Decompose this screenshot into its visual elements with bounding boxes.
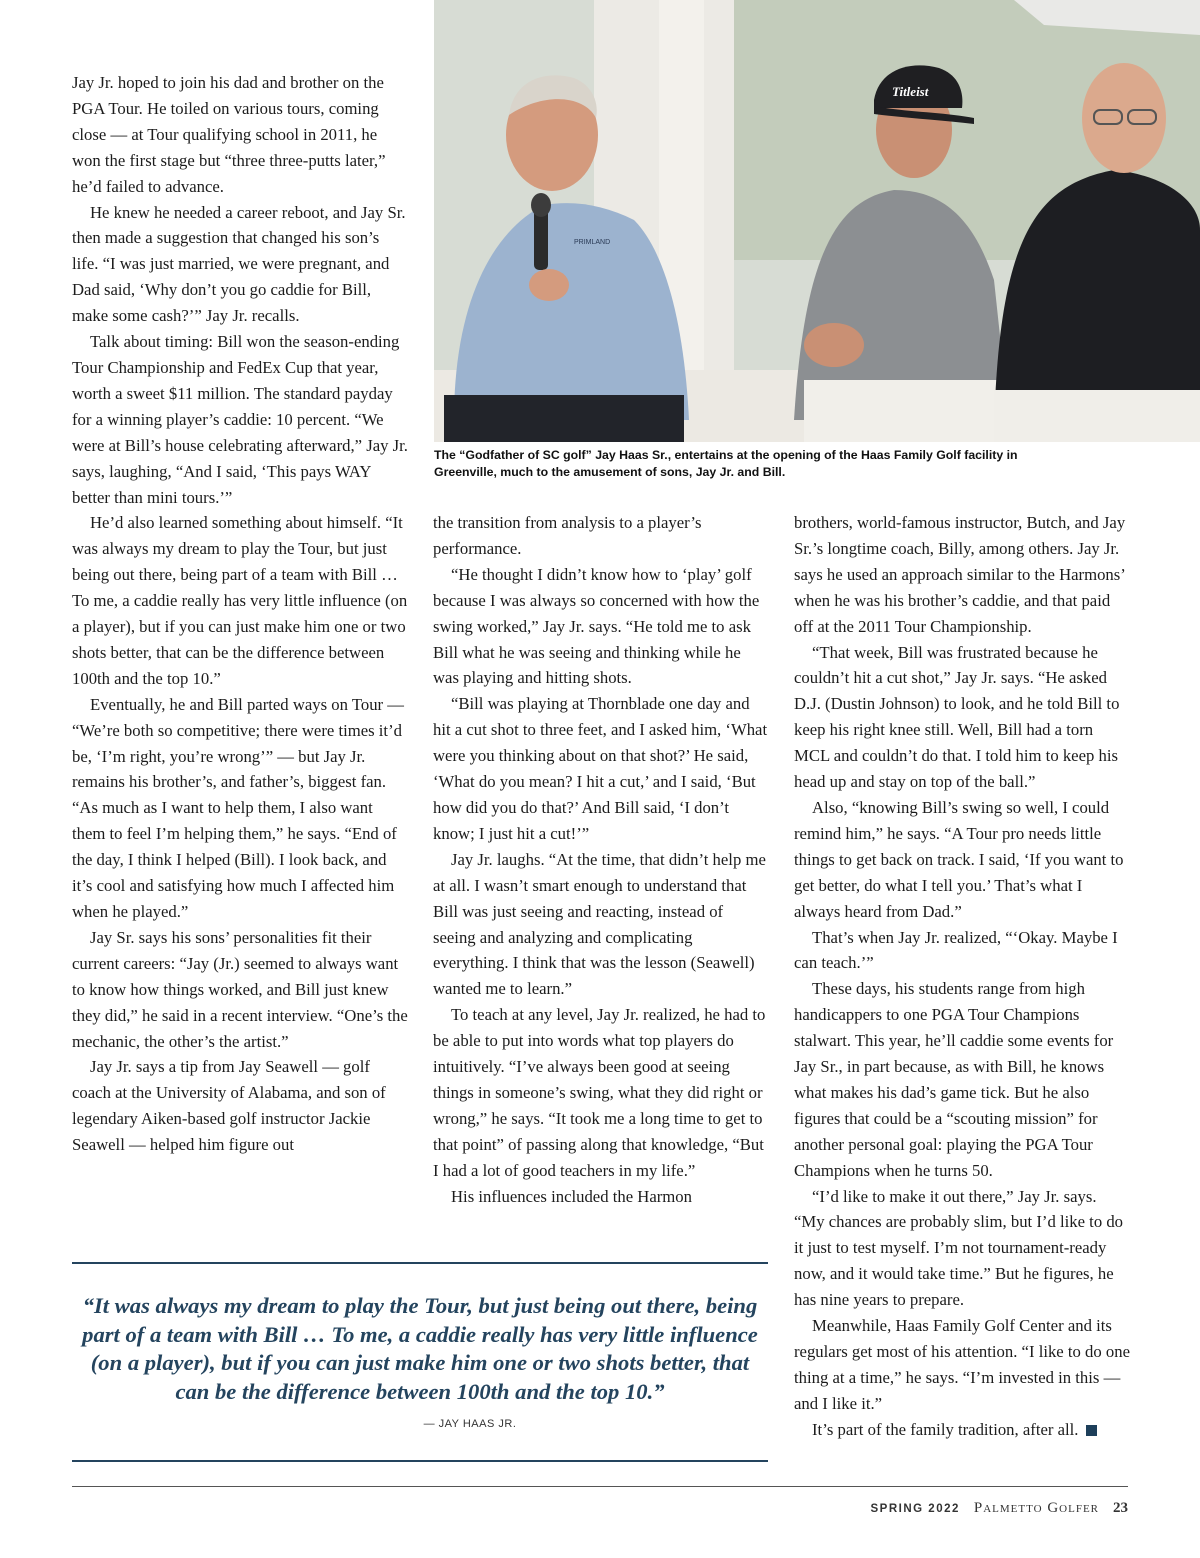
end-of-article-mark (1086, 1425, 1097, 1436)
page-footer (871, 1500, 1128, 1517)
paragraph: He’d also learned something about himself. “It was always my dream to play the Tour, but just being out there, being part of a team with Bill … To me, a caddie really has very little influence (on a player), but if you can just make him one or two shots better, that can be the difference between 100th and the top 10.” (72, 513, 408, 688)
article-column-2 (433, 510, 769, 1209)
photo-caption: The “Godfather of SC golf” Jay Haas Sr., entertains at the opening of the Haas Family Golf facility in Greenville, much to the amusement of sons, Jay Jr. and Bill. (434, 448, 1018, 479)
cap-logo-text: Titleist (892, 84, 929, 99)
paragraph: Jay Jr. laughs. “At the time, that didn’t help me at all. I wasn’t smart enough to understand that Bill was just seeing and reacting, instead of seeing and analyzing and complicating everything. I think that was the lesson (Seawell) wanted me to learn.” (433, 849, 766, 999)
pull-quote-text: “It was always my dream to play the Tour, but just being out there, being part of a team with Bill … To me, a caddie really has very little influence (on a player), but if you can just make him one or two shots better, that can be the difference between 100th and the top 10.” (82, 1293, 758, 1404)
paragraph: “Bill was playing at Thornblade one day and hit a cut shot to three feet, and I asked him, ‘What were you thinking about on that shot?’ He said, ‘What do you mean? I hit a cut,’ and I said, ‘But how did you do that?’ And Bill said, ‘I don’t know; I just hit a cut!’” (433, 694, 768, 843)
paragraph: Talk about timing: Bill won the season-ending Tour Championship and FedEx Cup that year, worth a sweet $11 million. The standard payday for a winning player’s caddie: 10 percent. “We were at Bill’s house celebrating afterward,” Jay Jr. says, laughing, “And I said, ‘This pays WAY better than mini tours.’” (72, 332, 408, 507)
article-photo (434, 0, 1200, 442)
final-paragraph-text: It’s part of the family tradition, after all. (812, 1419, 1079, 1439)
final-paragraph (794, 1417, 1130, 1443)
pull-quote-attribution: — JAY HAAS JR. (423, 1418, 517, 1431)
paragraph: That’s when Jay Jr. realized, “‘Okay. Maybe I can teach.’” (794, 927, 1118, 973)
paragraph: Jay Jr. says a tip from Jay Seawell — golf coach at the University of Alabama, and son of legendary Aiken-based golf instructor Jackie Seawell — helped him figure out (72, 1057, 386, 1155)
paragraph: “That week, Bill was frustrated because he couldn’t hit a cut shot,” Jay Jr. says. “He asked D.J. (Dustin Johnson) to look, and he told Bill to keep his right knee still. Well, Bill had a torn MCL and couldn’t do that. I told him to keep his head up and stay on top of the ball.” (794, 642, 1120, 792)
paragraph: Eventually, he and Bill parted ways on Tour — “We’re both so competitive; there were times it’d be, ‘I’m right, you’re wrong’” — but Jay Jr. remains his brother’s, and father’s, biggest fan. “As much as I want to help them, I also want them to feel I’m helping them,” he says. “End of the day, I think I helped (Bill). I look back, and it’s cool and satisfying how much I affected him when he played.” (72, 694, 404, 921)
article-column-1 (72, 70, 408, 1158)
paragraph: He knew he needed a career reboot, and Jay Sr. then made a suggestion that changed his son’s life. “I was just married, we were pregnant, and Dad said, ‘Why don’t you go caddie for Bill, make some cash?’” Jay Jr. recalls. (72, 202, 406, 326)
paragraph: brothers, world-famous instructor, Butch, and Jay Sr.’s longtime coach, Billy, among others. Jay Jr. says he used an approach similar to the Harmons’ when he was his brother’s caddie, and that paid off at the 2011 Tour Championship. (794, 513, 1126, 636)
paragraph: Jay Sr. says his sons’ personalities fit their current careers: “Jay (Jr.) seemed to always want to know how things worked, and Bill just knew they did,” he said in a recent interview. “One’s the mechanic, the other’s the artist.” (72, 927, 408, 1051)
paragraph: These days, his students range from high handicappers to one PGA Tour Champions stalwart. This year, he’ll caddie some events for Jay Sr., in part because, as with Bill, he knows what makes his dad’s game tick. But he also figures that could be a “scouting mission” for another personal goal: playing the PGA Tour Champions when he turns 50. (794, 979, 1114, 1180)
pull-quote (72, 1262, 768, 1462)
page-number: 23 (1113, 1500, 1128, 1516)
footer-divider (72, 1486, 1128, 1487)
paragraph: Also, “knowing Bill’s swing so well, I could remind him,” he says. “A Tour pro needs little things to get back on track. I said, ‘If you want to get better, do what I tell you.’ That’s what I always heard from Dad.” (794, 797, 1124, 921)
paragraph: His influences included the Harmon (451, 1186, 692, 1206)
magazine-name: Palmetto Golfer (973, 1500, 1099, 1516)
paragraph: “He thought I didn’t know how to ‘play’ golf because I was always so concerned with how the swing worked,” Jay Jr. says. “He told me to ask Bill what he was seeing and thinking while he was playing and hitting shots. (433, 564, 760, 688)
paragraph: To teach at any level, Jay Jr. realized, he had to be able to put into words what top players do intuitively. “I’ve always been good at seeing things in someone’s swing, what they did right or wrong,” he says. “It took me a long time to get to that point” of passing along that knowledge, “But I had a lot of good teachers in my life.” (433, 1005, 766, 1180)
sweater-logo-text: PRIMLAND (574, 239, 611, 246)
article-column-3 (794, 510, 1130, 1443)
photo-illustration (434, 0, 1200, 442)
paragraph: Meanwhile, Haas Family Golf Center and its regulars get most of his attention. “I like to do one thing at a time,” he says. “I’m invested in this — and I like it.” (794, 1316, 1130, 1413)
issue-season: SPRING 2022 (870, 1503, 960, 1515)
paragraph: Jay Jr. hoped to join his dad and brother on the PGA Tour. He toiled on various tours, coming close — at Tour qualifying school in 2011, he won the first stage but “three three-putts later,” he’d failed to advance. (72, 73, 386, 196)
paragraph: the transition from analysis to a player’s performance. (433, 513, 702, 558)
paragraph: “I’d like to make it out there,” Jay Jr. says. “My chances are probably slim, but I’d like to do it just to test myself. I’m not tournament-ready now, and it would take time.” But he figures, he has nine years to prepare. (794, 1186, 1124, 1310)
